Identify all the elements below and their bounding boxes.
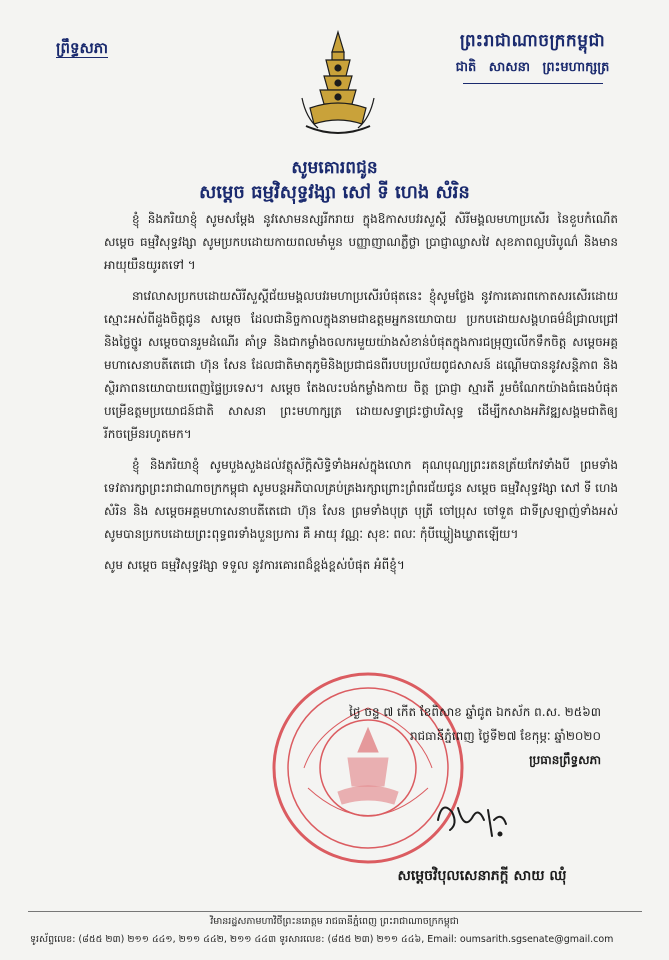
senate-emblem-icon bbox=[296, 28, 380, 140]
footer-address: វិមានរដ្ឋសភាមហាវិថីព្រះនរោត្តម រាជធានីភ្នំពេញ ព្រះរាជាណាចក្រកម្ពុជា bbox=[210, 916, 459, 927]
paragraph-2: នាវេលាសប្រកបដោយសិរីសួស្ដីជ័យមង្គលបវរមហាប្រសើរបំផុតនេះ ខ្ញុំសូមថ្លែង នូវការគោរពកោតសរសើរដោយស្មោះអស់ពីដួងចិត្តជូន សម្ដេច ដែលជានិច្ចកាលក្នុងនាមជាឧត្តមអ្នកនយោបាយ ប្រកបដោយសង្គហធម៌ដ៏ជ្រាលជ្រៅ និងថ្លៃថ្នូរ សម្ដេចបានរួមដំណើរ គាំទ្រ និងជាកម្លាំងចលករមួយយ៉ាងសំខាន់បំផុតក្នុងការជម្រុញលើកទឹកចិត្ត សម្ដេចអគ្គមហាសេនាបតីតេជោ ហ៊ុន សែន ដែលជាតិមាតុភូមិនិងប្រជាជនពីរបបប្រល័យពូជសាសន៍ ដណ្ដើមបាននូវសន្តិភាព និងស្ថិរភាពនយោបាយពេញផ្ទៃប្រទេស។ សម្ដេច តែងលះបង់កម្លាំងកាយ ចិត្ត ប្រាជ្ញា ស្មារតី រួមចំណែកយ៉ាងធំធេងបំផុតបម្រើឧត្តមប្រយោជន៍ជាតិ សាសនា ព្រះមហាក្សត្រ ដោយសទ្ធាជ្រះថ្លាបរិសុទ្ធ ដើម្បីកសាងអភិវឌ្ឍសង្គមជាតិឲ្យរីកចម្រើនរហូតមក។ bbox=[104, 289, 618, 441]
kingdom-motto bbox=[430, 30, 635, 84]
closing-line: សូម សម្ដេច ធម្មវិសុទ្ធវង្សា ទទួល នូវការគោរពដ៏ខ្ពង់ខ្ពស់បំផុត អំពីខ្ញុំ។ bbox=[104, 558, 405, 572]
paragraph-1: ខ្ញុំ និងភរិយាខ្ញុំ សូមសម្ដែង នូវសោមនស្សរីករាយ ក្នុងឱកាសបវរសួស្ដី សិរីមង្គលមហាប្រសើរ នៃខួបកំណើត សម្ដេច ធម្មវិសុទ្ធវង្សា សូមប្រកបដោយកាយពលមាំមួន បញ្ញាញាណភ្លឺថ្លា ប្រាជ្ញាឈ្លាសវៃ សុខភាពល្អបរិបូណ៌ និងមានអាយុយឺនយូរតទៅ ។ bbox=[104, 212, 618, 272]
recipient-name: សម្ដេច ធម្មវិសុទ្ធវង្សា សៅ ទី ហេង សំរិន bbox=[199, 182, 470, 203]
footer-contact: ទូរស័ព្ទលេខ: (៨៥៥ ២៣) ២១១ ៤៤១, ២១១ ៤៤២, ២១១ ៤៤៣ ទូរសារលេខ: (៨៥៥ ២៣) ២១១ ៤៤៦, Email: oumsarith.sgsenate@gmail.com bbox=[30, 934, 614, 945]
national-motto: ជាតិ សាសនា ព្រះមហាក្សត្រ bbox=[455, 60, 610, 75]
signatory-title: ប្រធានព្រឹទ្ធសភា bbox=[529, 753, 601, 767]
lunar-date: ថ្ងៃ ចន្ទ ៧ កើត ខែពិសាខ ឆ្នាំជូត ឯកស័ក ព.ស. ២៥៦៣ bbox=[349, 705, 601, 719]
signatory-name: សម្ដេចវិបុលសេនាភក្ដី សាយ ឈុំ bbox=[397, 868, 567, 884]
date-block bbox=[241, 700, 601, 772]
signature-mark bbox=[428, 790, 512, 850]
salutation: សូមគោរពជូន bbox=[291, 158, 378, 178]
motto-divider bbox=[463, 83, 603, 84]
paragraph-3: ខ្ញុំ និងភរិយាខ្ញុំ សូមបួងសួងដល់វត្ថុស័ក្ដិសិទ្ធិទាំងអស់ក្នុងលោក គុណបុណ្យព្រះរតនត្រ័យកែវទាំងបី ព្រមទាំងទេវតារក្សាព្រះរាជាណាចក្រកម្ពុជា សូមបន្តអភិបាលគ្រប់គ្រងរក្សាព្រោះព្រំពរជ័យជូន សម្ដេច ធម្មវិសុទ្ធវង្សា សៅ ទី ហេង សំរិន និង សម្ដេចអគ្គមហាសេនាបតីតេជោ ហ៊ុន សែន ព្រមទាំងបុត្រ បុត្រី ចៅប្រុស ចៅទួត ជាទីស្រឡាញ់ទាំងអស់ សូមបានប្រកបដោយព្រះពុទ្ធពរទាំងបួនប្រការ គឺ អាយុ វណ្ណៈ សុខៈ ពលៈ កុំបីឃ្លៀងឃ្លាតឡើយ។ bbox=[104, 458, 618, 541]
kingdom-name: ព្រះរាជាណាចក្រកម្ពុជា bbox=[459, 31, 606, 51]
footer-divider bbox=[28, 911, 642, 912]
solar-date: រាជធានីភ្នំពេញ ថ្ងៃទី២៧ ខែកុម្ភៈ ឆ្នាំ២០២០ bbox=[409, 729, 601, 743]
senate-label bbox=[56, 39, 108, 61]
letter-body bbox=[104, 208, 618, 585]
senate-label-text: ព្រឹទ្ធសភា bbox=[56, 39, 109, 57]
